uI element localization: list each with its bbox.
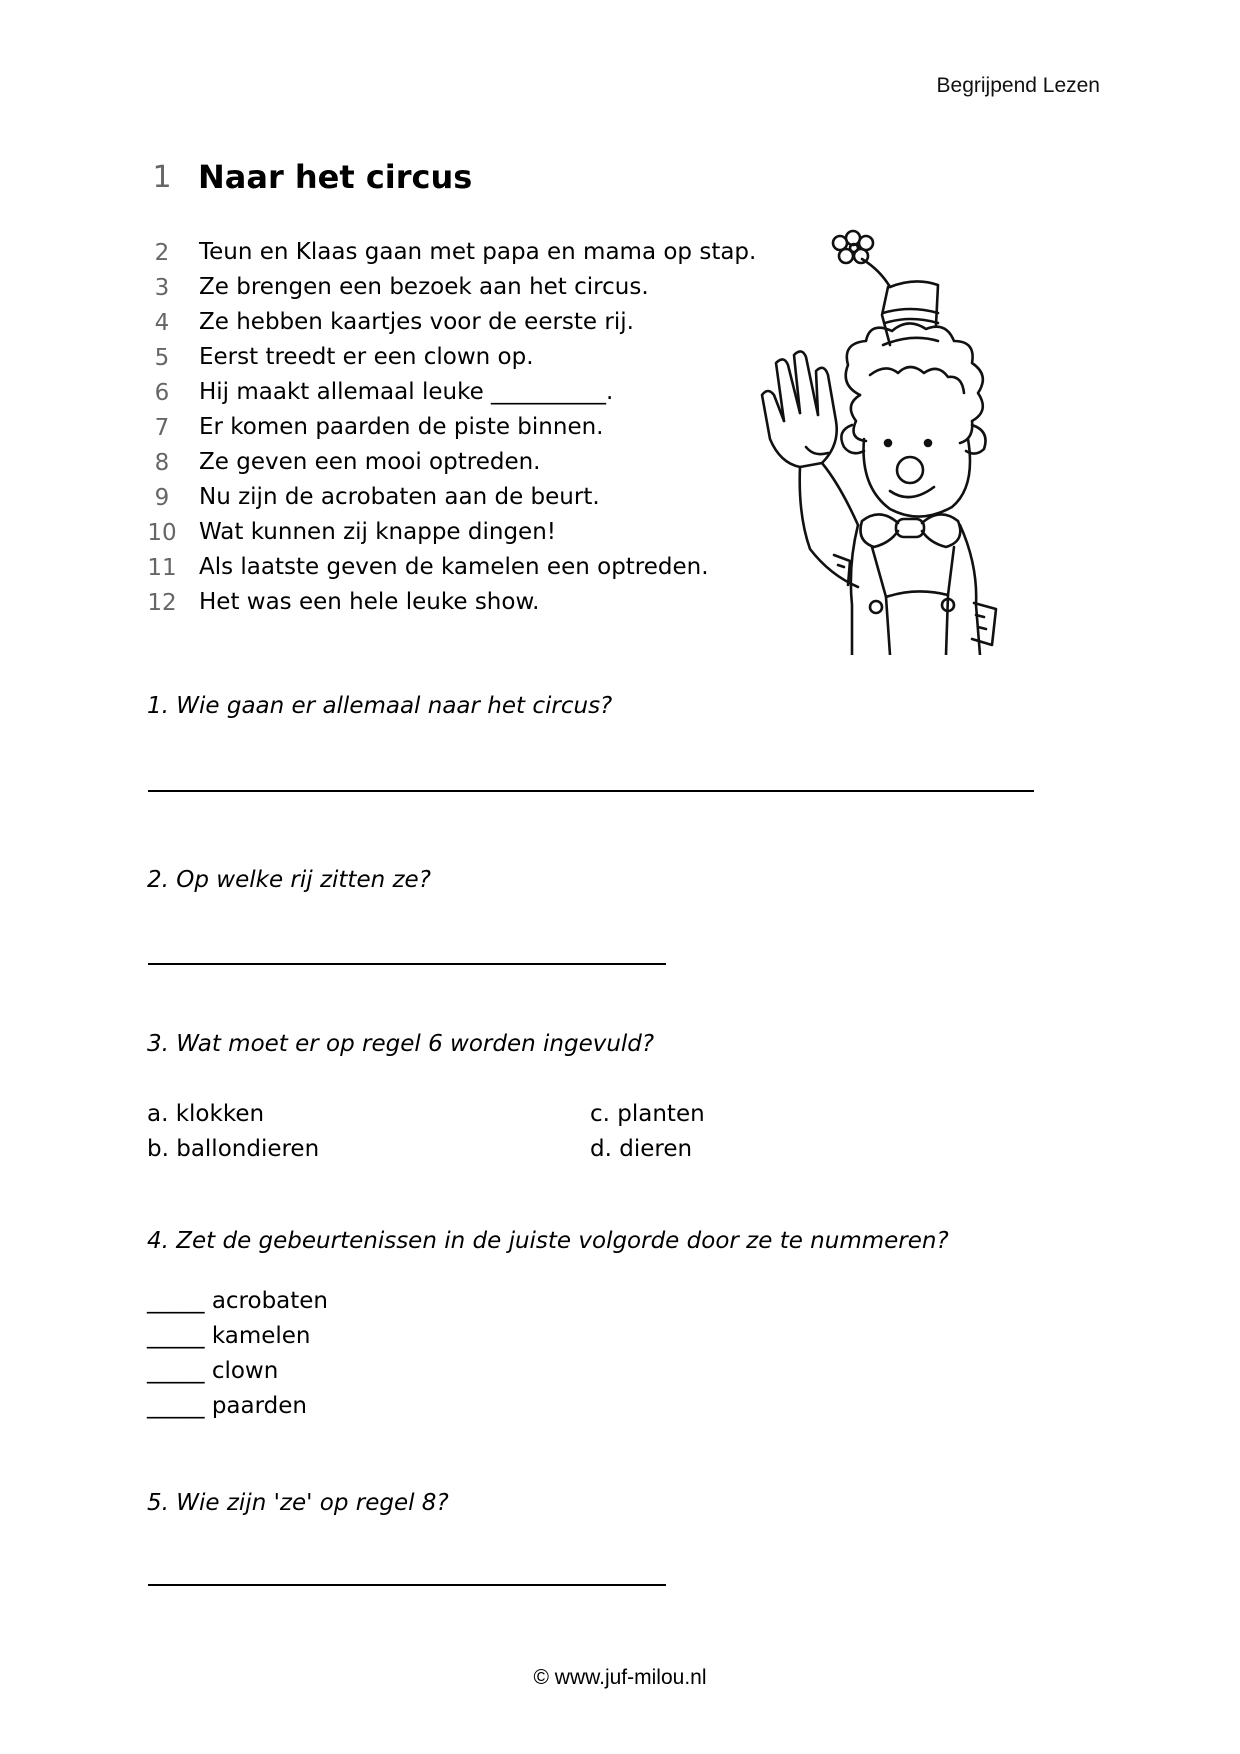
question-4: 4. Zet de gebeurtenissen in de juiste volgorde door ze te nummeren?: [147, 1228, 949, 1254]
story-line: Wat kunnen zij knappe dingen!: [199, 519, 557, 545]
story-line: Ze brengen een bezoek aan het circus.: [199, 274, 649, 300]
line-number: 12: [147, 590, 177, 616]
story-line: Ze geven een mooi optreden.: [199, 449, 541, 475]
story-line: Eerst treedt er een clown op.: [199, 344, 534, 370]
clown-waving-icon: [740, 225, 1070, 655]
order-label: acrobaten: [211, 1288, 329, 1314]
option-c[interactable]: c. planten: [590, 1101, 705, 1127]
order-blank[interactable]: _____: [147, 1358, 205, 1384]
answer-line-5[interactable]: [148, 1584, 666, 1586]
question-5: 5. Wie zijn 'ze' op regel 8?: [147, 1490, 449, 1516]
option-a[interactable]: a. klokken: [147, 1101, 265, 1127]
order-blank[interactable]: _____: [147, 1288, 205, 1314]
line-number: 11: [147, 555, 177, 581]
order-label: kamelen: [211, 1323, 311, 1349]
line-number: 7: [154, 415, 170, 441]
footer-copyright: © www.juf-milou.nl: [533, 1666, 707, 1689]
option-b[interactable]: b. ballondieren: [147, 1136, 320, 1162]
order-item-acrobaten: [147, 1288, 328, 1314]
order-item-clown: [147, 1358, 278, 1384]
title-line-number: 1: [152, 160, 172, 195]
page-title: Naar het circus: [198, 158, 473, 196]
story-line: Het was een hele leuke show.: [199, 589, 540, 615]
question-2: 2. Op welke rij zitten ze?: [147, 867, 431, 893]
line-number: 3: [154, 275, 170, 301]
line-number: 8: [154, 450, 170, 476]
line-number: 9: [154, 485, 170, 511]
line-number: 10: [147, 520, 177, 546]
line-number: 2: [154, 240, 170, 266]
order-blank[interactable]: _____: [147, 1323, 205, 1349]
question-1: 1. Wie gaan er allemaal naar het circus?: [147, 693, 613, 719]
answer-line-2[interactable]: [148, 963, 666, 965]
order-blank[interactable]: _____: [147, 1393, 205, 1419]
order-item-paarden: [147, 1393, 307, 1419]
answer-line-1[interactable]: [148, 790, 1034, 792]
story-line: Teun en Klaas gaan met papa en mama op stap.: [199, 239, 757, 265]
option-d[interactable]: d. dieren: [590, 1136, 693, 1162]
story-line: Hij maakt allemaal leuke __________.: [199, 379, 614, 405]
line-number: 5: [154, 345, 170, 371]
question-3: 3. Wat moet er op regel 6 worden ingevuld?: [147, 1031, 655, 1057]
flower-icon: [833, 231, 873, 263]
line-number: 4: [154, 310, 170, 336]
order-label: paarden: [211, 1393, 307, 1419]
order-label: clown: [211, 1358, 279, 1384]
story-line: Er komen paarden de piste binnen.: [199, 414, 604, 440]
document-header: Begrijpend Lezen: [936, 74, 1100, 97]
story-line: Ze hebben kaartjes voor de eerste rij.: [199, 309, 634, 335]
story-line: Nu zijn de acrobaten aan de beurt.: [199, 484, 600, 510]
story-line: Als laatste geven de kamelen een optreden.: [199, 554, 709, 580]
order-item-kamelen: [147, 1323, 311, 1349]
line-number: 6: [154, 380, 170, 406]
